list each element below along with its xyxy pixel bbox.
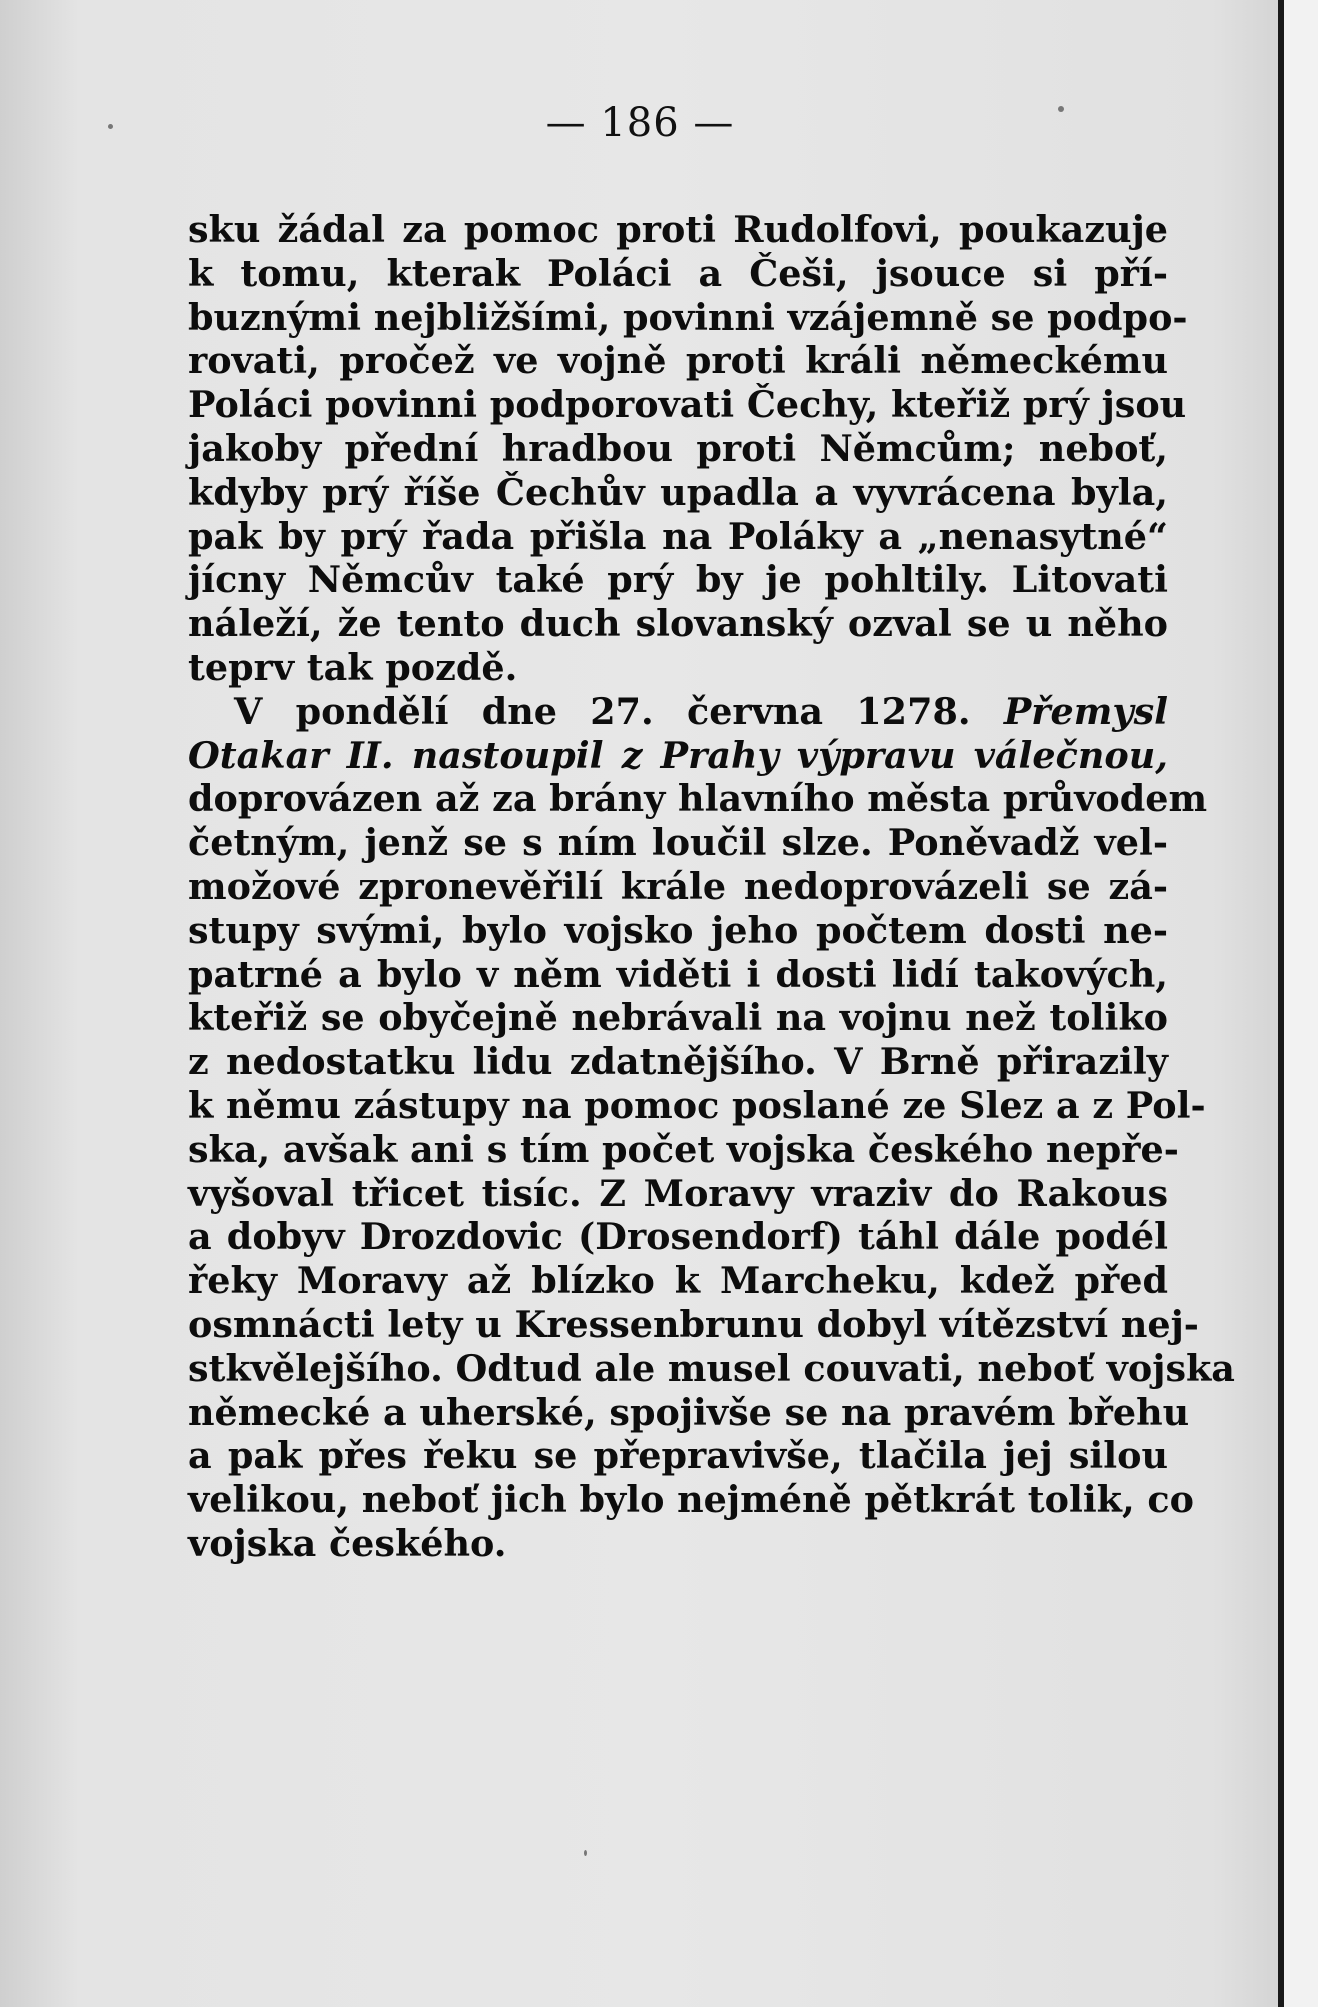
right-margin-strip [1284,0,1318,2007]
text-line: ska, avšak ani s tím počet vojska českého nepře- [188,1127,1179,1171]
text-line: vojska českého. [188,1521,507,1565]
text-line: vyšoval třicet tisíc. Z Moravy vraziv do Rakous [188,1171,1168,1215]
text-line: stupy svými, bylo vojsko jeho počtem dosti ne- [188,908,1168,952]
text-line: pak by prý řada přišla na Poláky a „nenasytné“ [188,514,1168,558]
paragraph-start-line [188,690,1168,734]
text-line: náleží, že tento duch slovanský ozval se u něho [188,602,1168,646]
text-line: stkvělejšího. Odtud ale musel couvati, neboť vojska [188,1346,1235,1390]
text-line: četným, jenž se s ním loučil slze. Poněvadž vel- [188,821,1168,865]
text-line: osmnácti lety u Kressenbrunu dobyl vítězství nej- [188,1302,1199,1346]
text-line: z nedostatku lidu zdatnějšího. V Brně přirazily [188,1040,1168,1084]
text-line: k tomu, kterak Poláci a Češi, jsouce si pří- [188,251,1168,295]
body-text [188,208,1235,1566]
text-line: k němu zástupy na pomoc poslané ze Slez a z Pol- [188,1083,1206,1127]
text-line: patrné a bylo v něm viděti i dosti lidí takových, [188,952,1168,996]
text-line: kdyby prý říše Čechův upadla a vyvrácena byla, [188,470,1168,514]
text-line: německé a uherské, spojivše se na pravém břehu [188,1390,1190,1434]
text-line: řeky Moravy až blízko k Marcheku, kdež před [188,1259,1168,1303]
text-line: možové zpronevěřilí krále nedoprovázeli se zá- [188,864,1168,908]
italic-name: Přemysl [1003,689,1168,733]
text-line: Poláci povinni podporovati Čechy, kteřiž prý jsou [188,383,1187,427]
italic-line: Otakar II. nastoupil z Prahy výpravu válečnou, [188,733,1168,777]
text-line: rovati, pročež ve vojně proti králi německému [188,339,1168,383]
page-number: — 186 — [545,100,735,146]
text-line: kteřiž se obyčejně nebrávali na vojnu než toliko [188,996,1168,1040]
text-line: velikou, neboť jich bylo nejméně pětkrát tolik, co [188,1478,1194,1522]
text-line: doprovázen až za brány hlavního města průvodem [188,777,1208,821]
text-line: jakoby přední hradbou proti Němcům; neboť, [188,426,1168,470]
scan-speck [584,1850,587,1856]
text-line: jícny Němcův také prý by je pohltily. Litovati [188,558,1168,602]
text-line: a dobyv Drozdovic (Drosendorf) táhl dále podél [188,1215,1168,1259]
text-line: teprv tak pozdě. [188,645,518,689]
text-line: a pak přes řeku se přepravivše, tlačila jej silou [188,1434,1168,1478]
paragraph-start-text: V pondělí dne 27. června 1278. [234,689,971,733]
text-line: sku žádal za pomoc proti Rudolfovi, poukazuje [188,208,1168,251]
text-line: buznými nejbližšími, povinni vzájemně se podpo- [188,295,1188,339]
